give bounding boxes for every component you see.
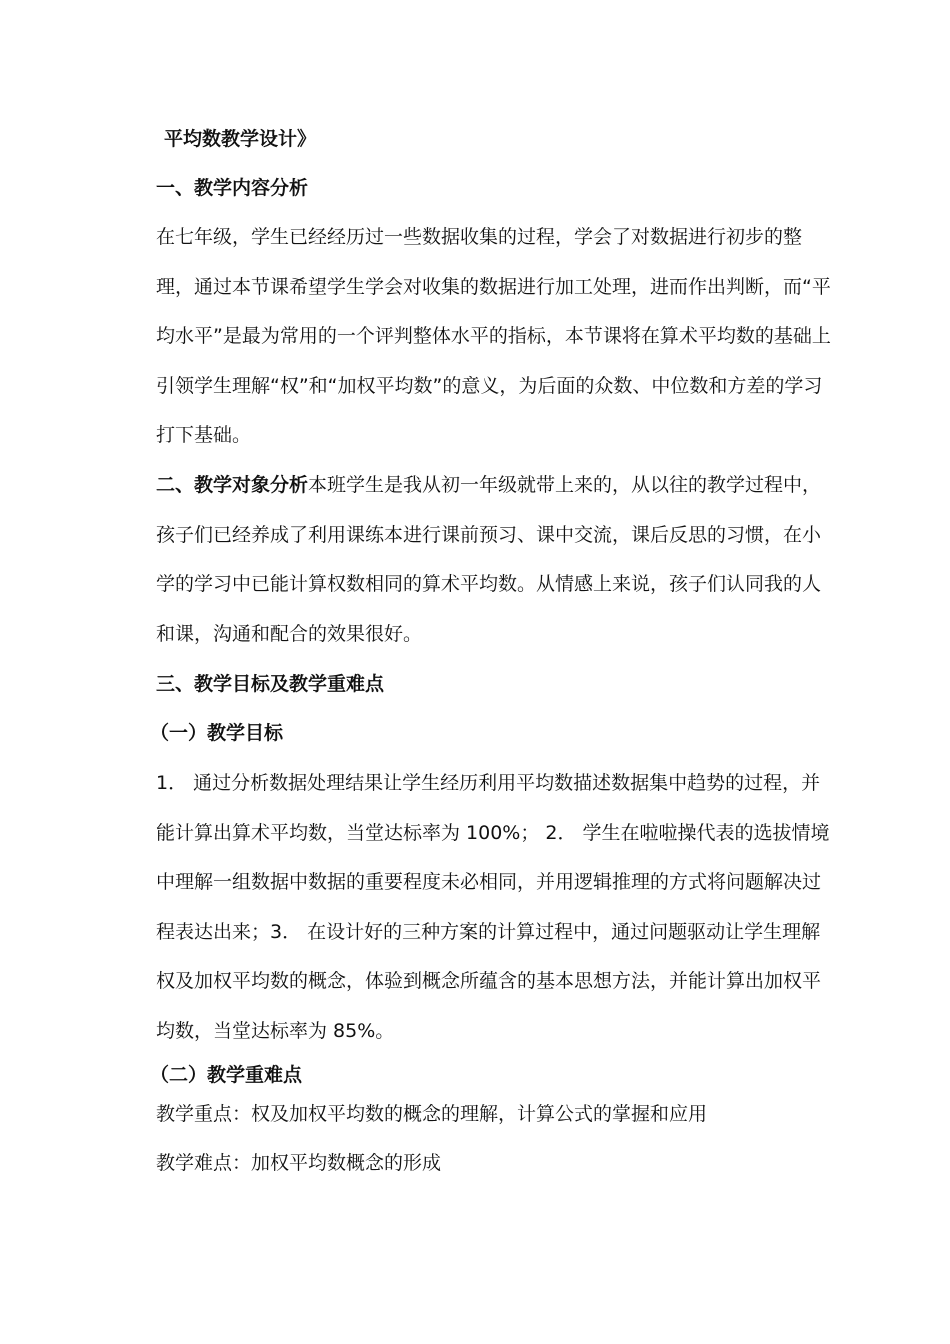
section1-heading: 一、教学内容分析: [156, 177, 309, 199]
section1-body: 在七年级，学生已经经历过一些数据收集的过程，学会了对数据进行初步的整理，通过本节课希望学生学会对收集的数据进行加工处理，进而作出判断，而“平均水平”是最为常用的一个评判整体水平的指标，本节课将在算术平均数的基础上引领学生理解“权”和“加权平均数”的意义，为后面的众数、中位数和方差的学习打下基础。: [156, 226, 831, 446]
subsection2-heading: （二）教学重难点: [150, 1064, 303, 1086]
section2-heading: 二、教学对象分析: [156, 474, 309, 496]
subsection1-body: 1． 通过分析数据处理结果让学生经历利用平均数描述数据集中趋势的过程，并能计算出算术平均数，当堂达标率为 100%； 2． 学生在啦啦操代表的选拔情境中理解一组数据中数据的重要程度未必相同，并用逻辑推理的方式将问题解决过程表达出来；3． 在设计好的三种方案的计算过程中，通过问题驱动让学生理解权及加权平均数的概念，体验到概念所蕴含的基本思想方法，并能计算出加权平均数，当堂达标率为 85%。: [156, 772, 830, 1042]
document-title: 平均数教学设计》: [164, 128, 317, 150]
subsection1-heading: （一）教学目标: [150, 722, 284, 744]
key-point-text: 教学重点：权及加权平均数的概念的理解，计算公式的掌握和应用: [156, 1103, 708, 1125]
section2-paragraph: [156, 461, 836, 659]
section2-body: 本班学生是我从初一年级就带上来的，从以往的教学过程中，孩子们已经养成了利用课练本进行课前预习、课中交流，课后反思的习惯，在小学的学习中已能计算权数相同的算术平均数。从情感上来说，孩子们认同我的人和课，沟通和配合的效果很好。: [156, 474, 822, 645]
difficult-point-text: 教学难点：加权平均数概念的形成: [156, 1152, 442, 1174]
section3-heading: 三、教学目标及教学重难点: [156, 673, 385, 695]
